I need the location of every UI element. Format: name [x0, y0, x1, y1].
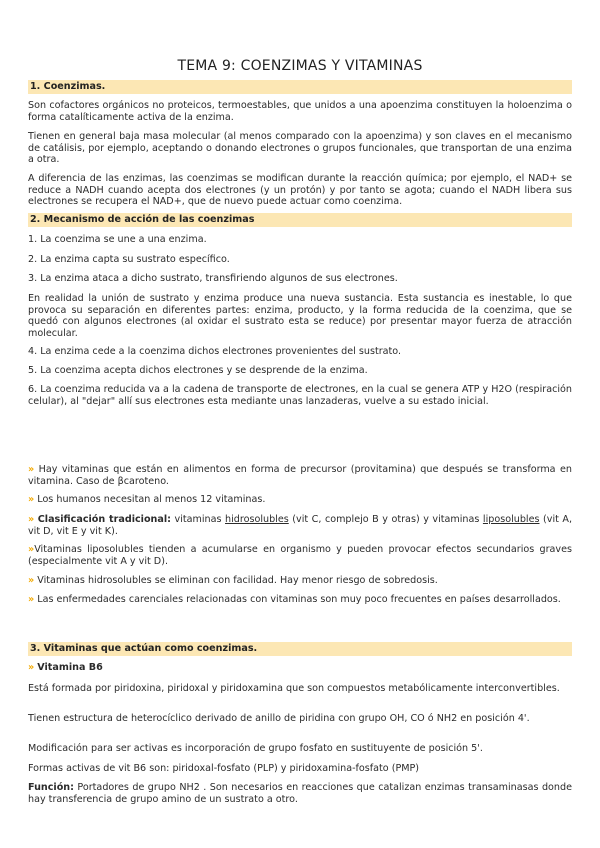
s1-paragraph-1: Son cofactores orgánicos no proteicos, termoestables, que unidos a una apoenzima constituyen la holoenzima o forma catalíticamente activa de la enzima.	[28, 100, 572, 123]
bullet-icon: »	[28, 544, 35, 555]
funcion-text: Portadores de grupo NH2 . Son necesarios en reacciones que catalizan enzimas transaminasas donde hay transferencia de grupo amino de un sustrato a otro.	[28, 782, 572, 805]
s1-paragraph-2: Tienen en general baja masa molecular (al menos comparado con la apoenzima) y son claves en el mecanismo de catálisis, por ejemplo, aceptando o donando electrones o grupos funcionales, que transportan de una enzima a otra.	[28, 131, 572, 165]
vit-bullet-1	[28, 464, 572, 487]
vit-bullet-2	[28, 494, 572, 506]
s3-paragraph-4: Formas activas de vit B6 son: piridoxal-fosfato (PLP) y piridoxamina-fosfato (PMP)	[28, 763, 420, 774]
liposolubles-term: liposolubles	[482, 514, 540, 525]
s2-step-2: 2. La enzima capta su sustrato específico.	[28, 254, 230, 265]
s2-step-4: 4. La enzima cede a la coenzima dichos electrones provenientes del sustrato.	[28, 346, 402, 357]
vit-bullet-3	[28, 514, 572, 537]
section-1-heading: 1. Coenzimas.	[28, 80, 572, 94]
vitamin-b6-title: Vitamina B6	[37, 662, 103, 673]
vitamin-b6-subheading	[28, 662, 572, 674]
s2-step-3: 3. La enzima ataca a dicho sustrato, transfiriendo algunos de sus electrones.	[28, 273, 398, 284]
vit-bullet-2-text: Los humanos necesitan al menos 12 vitaminas.	[37, 494, 266, 505]
section-2-heading: 2. Mecanismo de acción de las coenzimas	[28, 213, 572, 227]
funcion-label: Función:	[28, 782, 74, 793]
classification-label: Clasificación tradicional:	[37, 514, 171, 525]
section-3-heading: 3. Vitaminas que actúan como coenzimas.	[28, 642, 572, 656]
bullet-icon: »	[28, 575, 35, 586]
s3-paragraph-2: Tienen estructura de heterocíclico derivado de anillo de piridina con grupo OH, CO ó NH2 en posición 4'.	[28, 713, 530, 724]
vit-bullet-5	[28, 575, 572, 587]
vit-bullet-3-text-b: (vit C, complejo B y otras) y vitaminas	[288, 514, 483, 525]
s2-step-5: 5. La coenzima acepta dichos electrones y se desprende de la enzima.	[28, 365, 368, 376]
s1-paragraph-3: A diferencia de las enzimas, las coenzimas se modifican durante la reacción química; por ejemplo, el NAD+ se reduce a NADH cuando acepta dos electrones (y un protón) y por tanto se agota; cuando el NADH libera sus electrones se recupera el NAD+, que de nuevo puede actuar como coenzima.	[28, 173, 572, 207]
page-title: TEMA 9: COENZIMAS Y VITAMINAS	[177, 58, 423, 74]
s2-step-6: 6. La coenzima reducida va a la cadena de transporte de electrones, en la cual se genera ATP y H2O (respiración celular), al "dejar" allí sus electrones esta mediante unas lanzaderas, vuelve a su estado inicial.	[28, 384, 572, 407]
bullet-icon: »	[28, 514, 35, 525]
vit-bullet-1-text: Hay vitaminas que están en alimentos en forma de precursor (provitamina) que después se transforma en vitamina. Caso de βcaroteno.	[28, 464, 572, 487]
vit-bullet-4-text: Vitaminas liposolubles tienden a acumularse en organismo y pueden provocar efectos secundarios graves (especialmente vit A y vit D).	[28, 544, 572, 567]
bullet-icon: »	[28, 662, 35, 673]
s2-step-1: 1. La coenzima se une a una enzima.	[28, 234, 207, 245]
s3-paragraph-1: Está formada por piridoxina, piridoxal y piridoxamina que son compuestos metabólicamente interconvertibles.	[28, 683, 560, 694]
vit-bullet-5-text: Vitaminas hidrosolubles se eliminan con facilidad. Hay menor riesgo de sobredosis.	[37, 575, 438, 586]
vit-bullet-3-text-c: (vit A, vit D, vit E y vit K).	[28, 514, 573, 537]
bullet-icon: »	[28, 464, 35, 475]
vit-bullet-4	[28, 544, 572, 567]
bullet-icon: »	[28, 494, 35, 505]
s3-paragraph-3: Modificación para ser activas es incorporación de grupo fosfato en sustituyente de posición 5'.	[28, 743, 483, 754]
vit-bullet-6	[28, 594, 572, 606]
s2-paragraph: En realidad la unión de sustrato y enzima produce una nueva sustancia. Esta sustancia es inestable, lo que provoca su separación en diferentes partes: enzima, producto, y la forma reducida de la coenzima, que se quedó con algunos electrones (al oxidar el sustrato esta se reduce) por presentar mayor fuerza de atracción molecular.	[28, 293, 572, 339]
vit-bullet-6-text: Las enfermedades carenciales relacionadas con vitaminas son muy poco frecuentes en países desarrollados.	[37, 594, 561, 605]
vit-bullet-3-text-a: vitaminas	[171, 514, 226, 525]
hidrosolubles-term: hidrosolubles	[225, 514, 289, 525]
bullet-icon: »	[28, 594, 35, 605]
s3-paragraph-5	[28, 782, 572, 805]
